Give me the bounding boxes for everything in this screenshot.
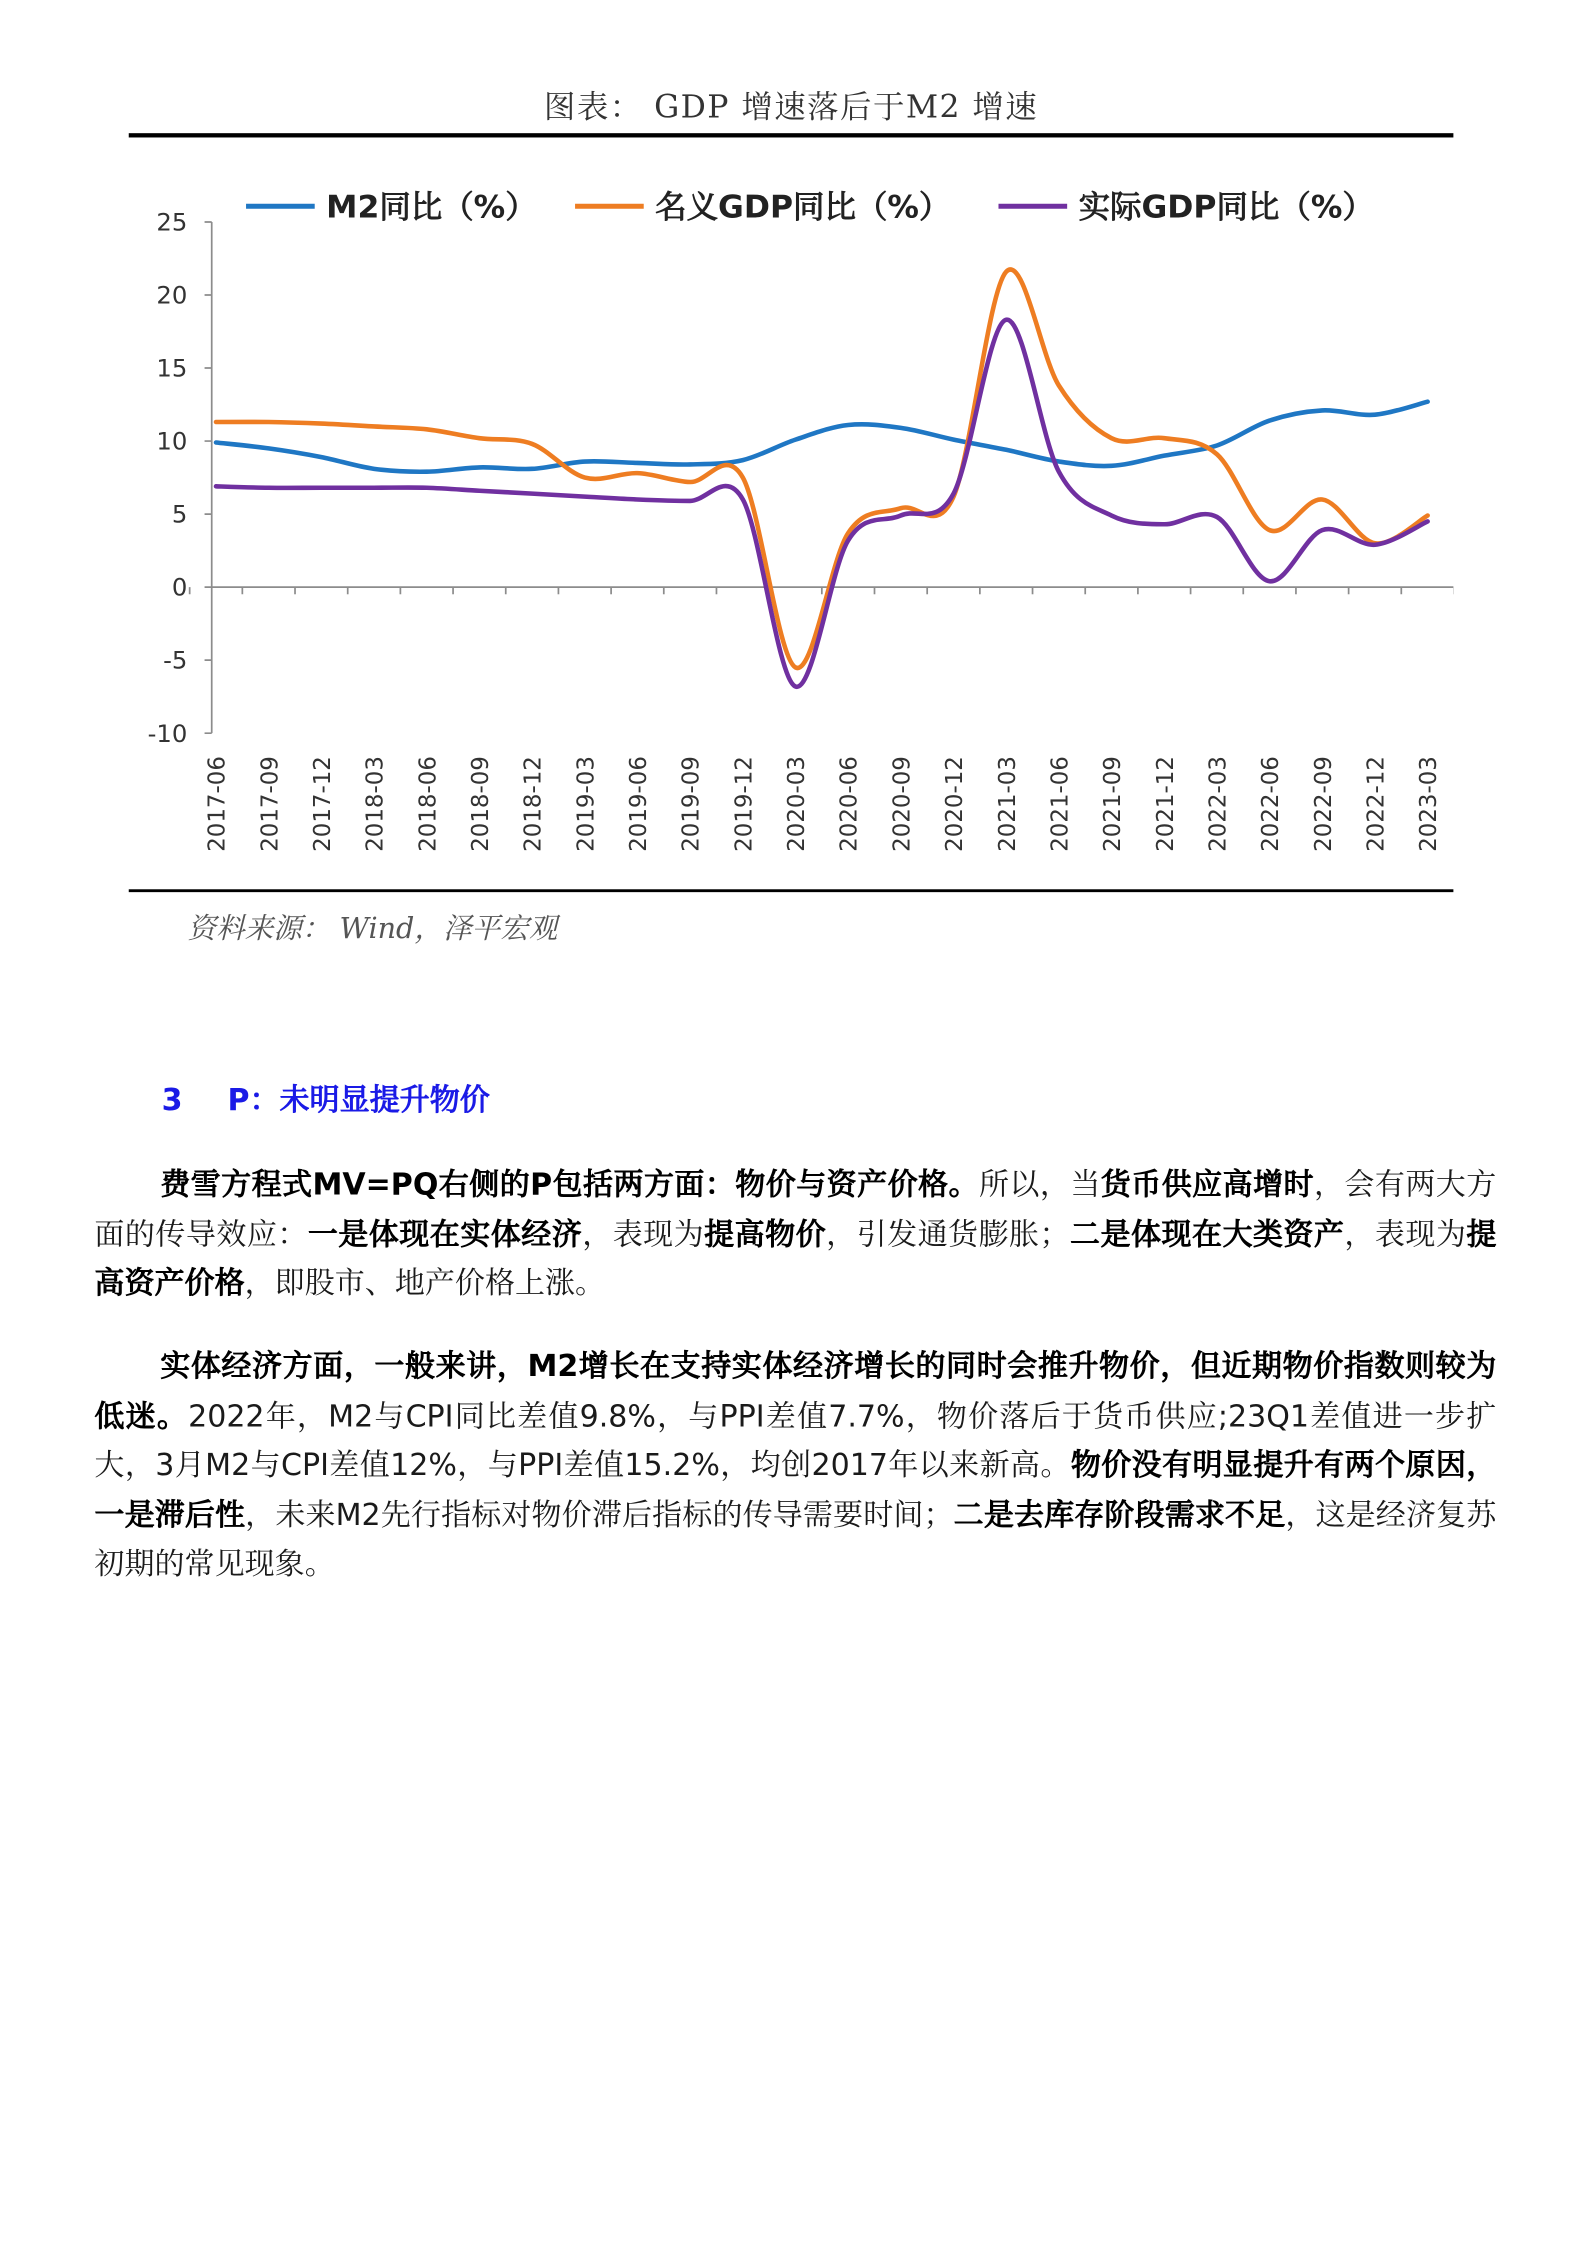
p1-bold-1: 费雪方程式MV=PQ右侧的P包括两方面：物价与资产价格。: [160, 1167, 979, 1202]
y-tick-label: 25: [156, 207, 188, 237]
line-chart: [129, 140, 1454, 888]
p1-bold-4: 提高物价: [704, 1216, 827, 1251]
paragraph-1: [94, 1160, 1496, 1308]
x-tick-label: 2018-09: [467, 756, 494, 852]
x-tick-label: 2022-03: [1205, 756, 1232, 852]
x-tick-label: 2018-06: [415, 756, 442, 852]
x-tick-label: 2020-09: [889, 756, 916, 852]
p1-text-4: ，引发通货膨胀；: [826, 1216, 1070, 1251]
chart-series: [216, 269, 1428, 686]
x-tick-label: 2019-12: [731, 756, 758, 852]
figure-source: 资料来源： Wind，泽平宏观: [187, 910, 558, 946]
x-tick-label: 2020-06: [836, 756, 863, 852]
x-tick-label: 2022-06: [1258, 756, 1285, 852]
y-tick-label: 0: [171, 572, 188, 602]
y-tick-label: -10: [147, 718, 188, 748]
x-tick-label: 2020-12: [942, 756, 969, 852]
x-tick-label: 2023-03: [1416, 756, 1443, 852]
p2-text-2: ，未来M2先行指标对物价滞后指标的传导需要时间；: [245, 1497, 954, 1532]
y-tick-label: 5: [171, 499, 188, 529]
section-title: P：未明显提升物价: [227, 1082, 490, 1117]
x-tick-label: 2019-03: [573, 756, 600, 852]
x-tick-label: 2018-12: [520, 756, 547, 852]
p1-text-3: ，表现为: [582, 1216, 705, 1251]
section-number: 3: [161, 1082, 183, 1117]
paragraph-2: [94, 1342, 1496, 1589]
x-tick-label: 2021-12: [1152, 756, 1179, 852]
x-tick-label: 2019-06: [626, 756, 653, 852]
series-line-1: [216, 402, 1428, 472]
legend-label-2: 名义GDP同比（%）: [655, 189, 951, 226]
p2-text-3: ，这是经济复苏初期的常见现象。: [94, 1497, 1497, 1581]
p2-bold-1: 实体经济方面，一般来讲，M2增长在支持实体经济增长的同时会推升物价，但近期物价指数则较为低迷。: [94, 1348, 1497, 1433]
y-tick-label: 20: [156, 280, 188, 310]
x-tick-label: 2017-06: [204, 756, 231, 852]
p1-text-6: ，即股市、地产价格上涨。: [244, 1265, 606, 1301]
x-tick-label: 2019-09: [678, 756, 705, 852]
x-tick-label: 2022-09: [1310, 756, 1337, 852]
legend-label-3: 实际GDP同比（%）: [1078, 189, 1374, 226]
y-axis: [148, 208, 212, 748]
section-heading: [162, 1077, 490, 1120]
x-tick-label: 2017-09: [257, 756, 284, 852]
x-tick-label: 2022-12: [1363, 756, 1390, 852]
figure-bottom-rule: [129, 889, 1454, 892]
y-tick-label: 15: [156, 353, 188, 383]
x-tick-label: 2021-06: [1047, 756, 1074, 852]
p1-bold-2: 货币供应高增时: [1100, 1167, 1314, 1202]
p2-bold-3: 二是去库存阶段需求不足: [953, 1497, 1286, 1532]
x-tick-label: 2018-03: [362, 756, 389, 852]
chart-legend: [246, 190, 1374, 226]
x-tick-label: 2021-09: [1100, 756, 1127, 852]
x-tick-label: 2017-12: [309, 756, 336, 852]
p2-text-1: 2022年，M2与CPI同比差值9.8%，与PPI差值7.7%，物价落后于货币供应;23Q1差值进一步扩大，3月M2与CPI差值12%，与PPI差值15.2%，均创2017年以来新高。: [94, 1398, 1497, 1483]
figure-title: 图表： GDP 增速落后于M2 增速: [543, 90, 1039, 127]
series-line-2: [216, 269, 1428, 668]
p1-bold-3: 一是体现在实体经济: [307, 1216, 583, 1251]
p1-text-2: ，会有两大方面的传导效应：: [94, 1167, 1497, 1251]
p2-bold-2: 物价没有明显提升有两个原因，一是滞后性: [94, 1447, 1497, 1532]
p1-bold-5: 二是体现在大类资产: [1069, 1216, 1345, 1251]
figure-top-rule: [129, 133, 1454, 137]
x-tick-label: 2021-03: [994, 756, 1021, 852]
y-tick-label: 10: [156, 426, 188, 456]
p1-text-5: ，表现为: [1344, 1216, 1467, 1251]
p1-bold-6: 提高资产价格: [94, 1216, 1497, 1301]
y-tick-label: -5: [163, 645, 188, 675]
x-tick-label: 2020-03: [784, 756, 811, 852]
legend-label-1: M2同比（%）: [326, 189, 537, 226]
p1-text-1: 所以，当: [978, 1167, 1101, 1202]
